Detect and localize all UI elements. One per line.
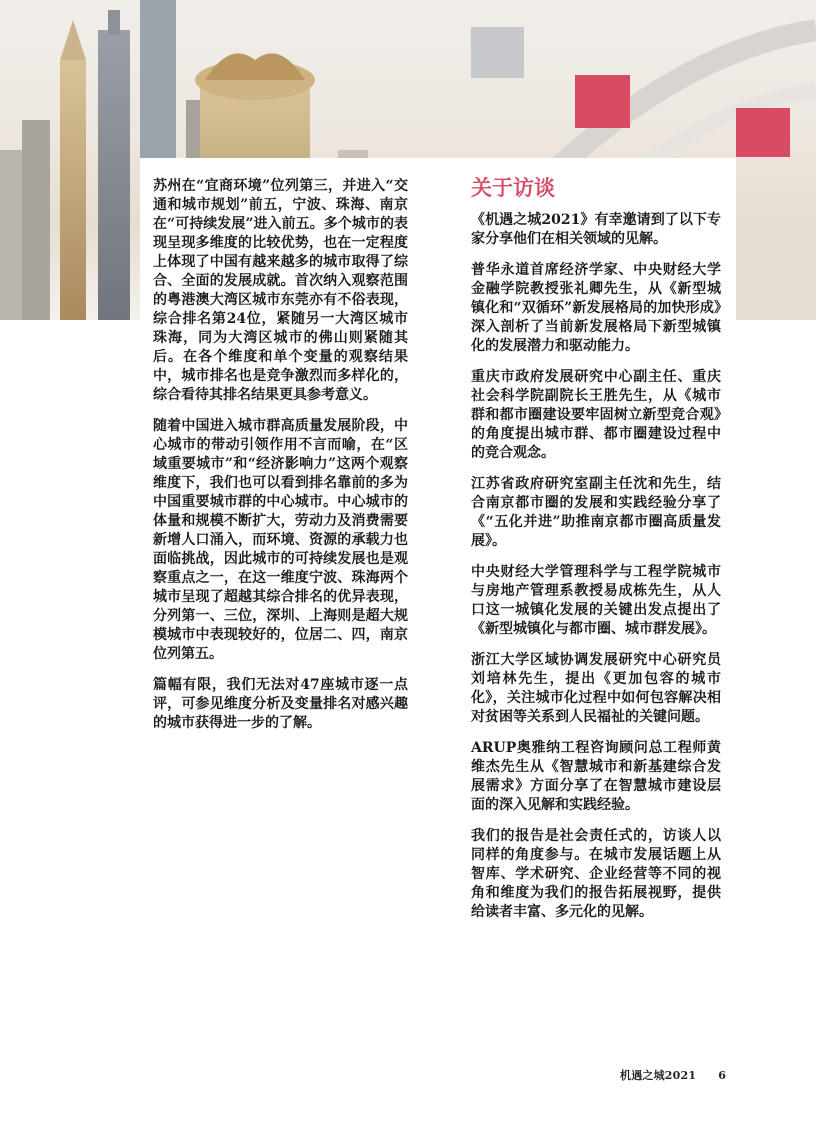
paragraph: 我们的报告是社会责任式的，访谈人以同样的角度参与。在城市发展话题上从智库、学术研究、企业经营等不同的视角和维度为我们的报告拓展视野，提供给读者丰富、多元化的见解。 (471, 828, 721, 920)
paragraph: 普华永道首席经济学家、中央财经大学金融学院教授张礼卿先生，从《新型城镇化和“双循环”新发展格局的加快形成》深入剖析了当前新发展格局下新型城镇化的发展潜力和驱动能力。 (471, 262, 721, 354)
paragraph: 江苏省政府研究室副主任沈和先生，结合南京都市圈的发展和实践经验分享了《“五化并进”助推南京都市圈高质量发展》。 (471, 476, 721, 549)
paragraph: 苏州在“宜商环境”位列第三，并进入“交通和城市规划”前五，宁波、珠海、南京在“可持续发展”进入前五。多个城市的表现呈现多维度的比较优势，也在一定程度上体现了中国有越来越多的城市取得了综合、全面的发展成就。首次纳入观察范围的粤港澳大湾区城市东莞亦有不俗表现，综合排名第24位，紧随另一大湾区城市珠海，同为大湾区城市的佛山则紧随其后。在各个维度和单个变量的观察结果中，城市排名也是竞争激烈而多样化的，综合看待其排名结果更具参考意义。 (153, 178, 408, 403)
paragraph: 《机遇之城2021》有幸邀请到了以下专家分享他们在相关领域的见解。 (471, 212, 721, 247)
paragraph: 中央财经大学管理科学与工程学院城市与房地产管理系教授易成栋先生，从人口这一城镇化发展的关键出发点提出了《新型城镇化与都市圈、城市群发展》。 (471, 564, 721, 637)
decor-red-square (736, 108, 790, 157)
page-number: 6 (718, 1069, 727, 1082)
paragraph: ARUP奥雅纳工程咨询顾问总工程师黄维杰先生从《智慧城市和新基建综合发展需求》方面分享了在智慧城市建设层面的深入见解和实践经验。 (471, 740, 721, 813)
left-column (153, 177, 408, 745)
decor-grey-square (471, 27, 524, 78)
paragraph: 随着中国进入城市群高质量发展阶段，中心城市的带动引领作用不言而喻，在“区域重要城市”和“经济影响力”这两个观察维度下，我们也可以看到排名靠前的多为中国重要城市群的中心城市。中心城市的体量和规模不断扩大，劳动力及消费需要新增人口涌入，而环境、资源的承载力也面临挑战，因此城市的可持续发展也是观察重点之一，在这一维度宁波、珠海两个城市呈现了超越其综合排名的优异表现，分列第一、三位，深圳、上海则是超大规模城市中表现较好的，位居二、四，南京位列第五。 (153, 418, 408, 662)
paragraph: 浙江大学区域协调发展研究中心研究员刘培林先生，提出《更加包容的城市化》，关注城市化过程中如何包容解决相对贫困等关系到人民福祉的关键问题。 (471, 652, 721, 725)
decor-red-square (575, 75, 630, 128)
page-footer (620, 1067, 726, 1083)
right-column (471, 211, 721, 934)
section-title: 关于访谈 (471, 175, 555, 200)
paragraph: 篇幅有限，我们无法对47座城市逐一点评，可参见维度分析及变量排名对感兴趣的城市获得进一步的了解。 (153, 677, 408, 731)
paragraph: 重庆市政府发展研究中心副主任、重庆社会科学院副院长王胜先生，从《城市群和都市圈建设要牢固树立新型竞合观》的角度提出城市群、都市圈建设过程中的竞合观念。 (471, 369, 721, 461)
publication-name: 机遇之城2021 (620, 1069, 697, 1082)
